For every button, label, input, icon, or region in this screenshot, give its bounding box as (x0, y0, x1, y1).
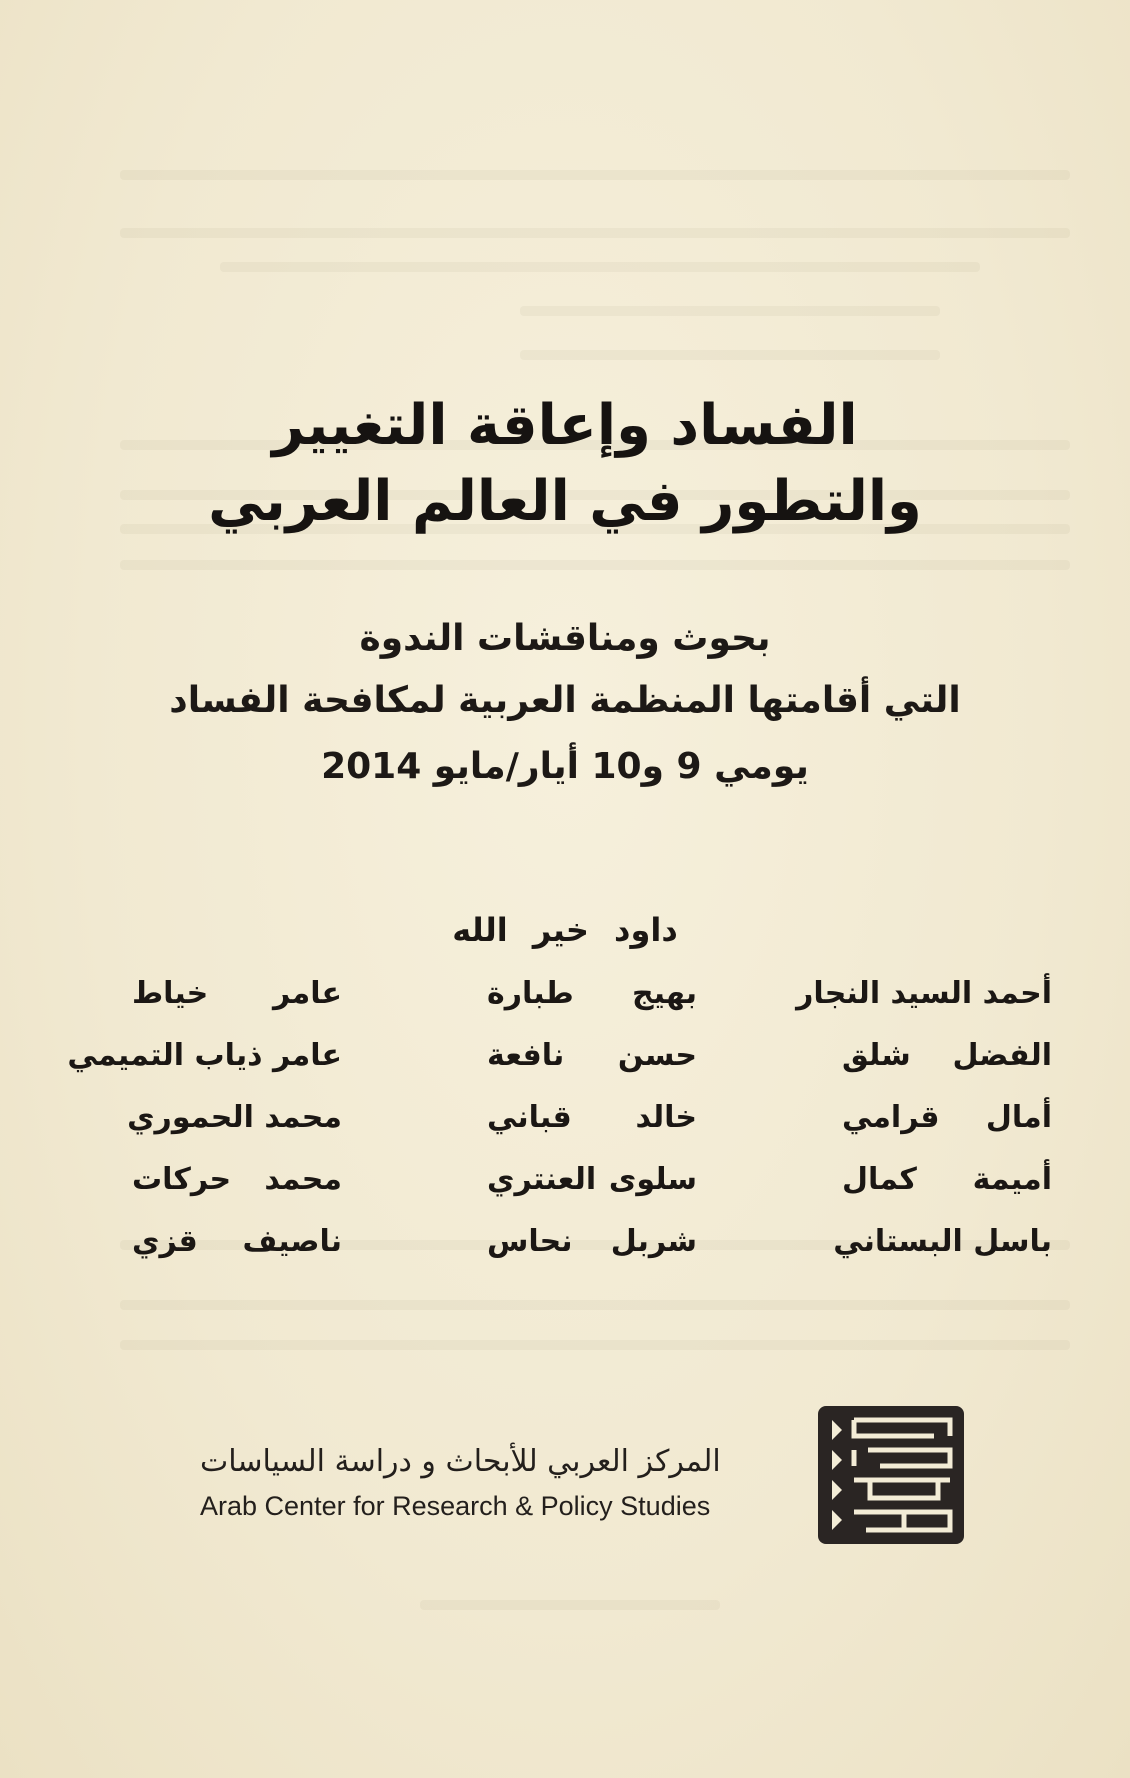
subtitle-line-1: بحوث ومناقشات الندوة (359, 618, 771, 659)
publisher-block (200, 1440, 800, 1526)
show-through-line (520, 306, 940, 316)
author-name: عامر خياط (132, 975, 342, 1011)
book-title-line-2: والتطور في العالم العربي (208, 469, 922, 534)
author-name: أميمة كمال (842, 1161, 1052, 1197)
show-through-line (120, 560, 1070, 570)
author-name: خالد قباني (487, 1099, 697, 1135)
author-name: أحمد السيد النجار (796, 975, 1052, 1011)
book-title-line-1: الفساد وإعاقة التغيير (272, 393, 858, 458)
author-name: محمد الحموري (127, 1099, 342, 1135)
subtitle-dates: يومي 9 و10 أيار/مايو 2014 (321, 746, 809, 787)
show-through-line (120, 170, 1070, 180)
author-name: حسن نافعة (487, 1037, 697, 1073)
author-name: محمد حركات (132, 1161, 342, 1197)
author-name: سلوى العنتري (487, 1161, 697, 1197)
author-name: الفضل شلق (842, 1037, 1052, 1073)
show-through-line (220, 262, 980, 272)
author-name: شربل نحاس (487, 1223, 697, 1259)
show-through-line (120, 228, 1070, 238)
author-name: عامر ذياب التميمي (67, 1037, 342, 1073)
show-through-line (520, 350, 940, 360)
publisher-logo-icon (818, 1406, 964, 1544)
authors-list (67, 962, 1052, 1272)
author-name: ناصيف قزي (132, 1223, 342, 1259)
subtitle-line-2: التي أقامتها المنظمة العربية لمكافحة الفساد (169, 680, 961, 721)
authors-row (132, 1210, 1052, 1272)
authors-row (127, 1086, 1052, 1148)
publisher-name-arabic: المركز العربي للأبحاث و دراسة السياسات (200, 1444, 721, 1479)
authors-row (132, 1148, 1052, 1210)
authors-row (67, 1024, 1052, 1086)
authors-row (132, 962, 1052, 1024)
author-name: باسل البستاني (833, 1223, 1052, 1259)
show-through-line (120, 1300, 1070, 1310)
author-name: بهيج طبارة (487, 975, 697, 1011)
editor-name: داود خير الله (452, 911, 678, 949)
show-through-line (420, 1600, 720, 1610)
author-name: أمال قرامي (842, 1099, 1052, 1135)
show-through-line (120, 1340, 1070, 1350)
publisher-name-english: Arab Center for Research & Policy Studies (200, 1491, 711, 1521)
